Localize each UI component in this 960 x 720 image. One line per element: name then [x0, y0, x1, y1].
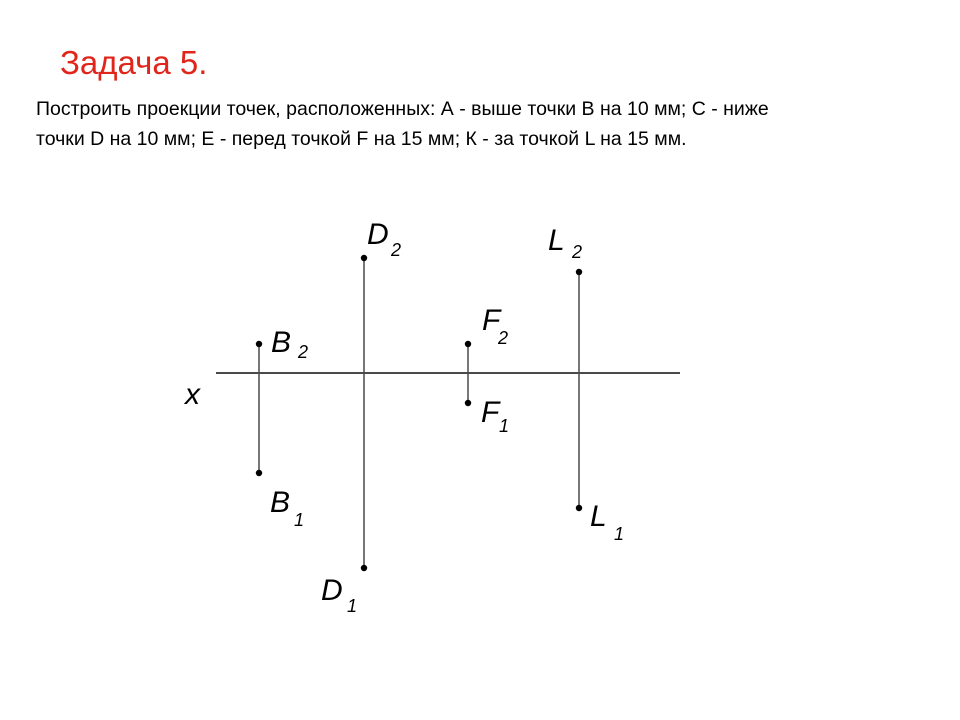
x-axis-label: x — [185, 378, 200, 411]
label-l2-index: 2 — [572, 242, 583, 262]
label-f2-letter: F — [482, 304, 501, 337]
point-l2 — [576, 269, 582, 275]
label-l1-letter: L — [590, 500, 607, 533]
label-l2-letter: L — [548, 224, 565, 257]
label-b2 — [271, 326, 308, 362]
task-line-2: точки D на 10 мм; Е - перед точкой F на 15 мм; К - за точкой L на 15 мм. — [36, 128, 687, 150]
label-d1-index: 1 — [347, 596, 358, 616]
label-f1-letter: F — [481, 396, 500, 429]
label-b1 — [270, 486, 304, 530]
label-b1-letter: B — [270, 486, 291, 519]
label-f2-index: 2 — [498, 328, 509, 348]
point-f1 — [465, 400, 471, 406]
point-b2 — [256, 341, 262, 347]
label-b1-index: 1 — [294, 510, 305, 530]
label-b2-letter: B — [271, 326, 292, 359]
label-d2-index: 2 — [391, 240, 402, 260]
point-d1 — [361, 565, 367, 571]
label-f1 — [481, 396, 509, 436]
point-f2 — [465, 341, 471, 347]
point-l1 — [576, 505, 582, 511]
label-d2-letter: D — [367, 218, 389, 251]
label-b2-index: 2 — [298, 342, 309, 362]
label-l1-index: 1 — [614, 524, 625, 544]
slide-title: Задача 5. — [60, 44, 208, 81]
label-l1 — [590, 500, 624, 544]
task-line-1: Построить проекции точек, расположенных: А - выше точки В на 10 мм; С - ниже — [36, 98, 769, 120]
point-d2 — [361, 255, 367, 261]
label-d1 — [321, 574, 357, 616]
label-d2 — [367, 218, 401, 260]
label-l2 — [548, 224, 582, 262]
label-d1-letter: D — [321, 574, 343, 607]
point-b1 — [256, 470, 262, 476]
label-f2 — [482, 304, 508, 348]
label-f1-index: 1 — [499, 416, 510, 436]
